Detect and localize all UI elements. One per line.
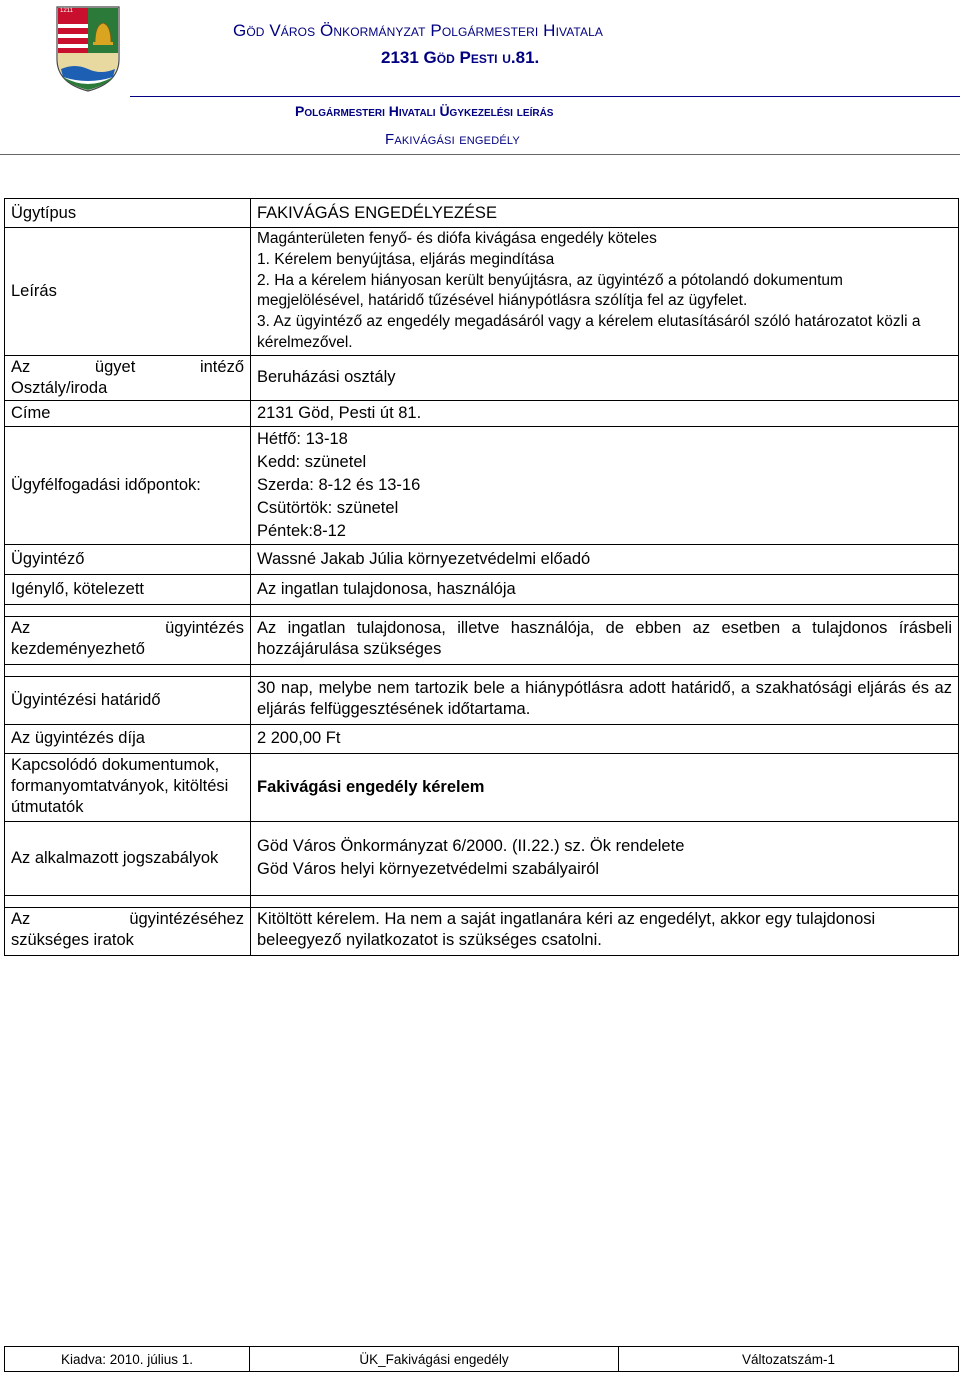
label-line: kezdeményezhető: [11, 639, 145, 658]
fogadas-line: Hétfő: 13-18: [257, 429, 348, 448]
table-row: [5, 355, 959, 400]
table-row: [5, 616, 959, 664]
row-value-iratok: Kitöltött kérelem. Ha nem a saját ingatlanára kéri az engedélyt, akkor egy tulajdonosi beleegyező nyilatkozatot is szükséges csatolni.: [251, 907, 959, 955]
page-footer: [4, 1346, 959, 1372]
info-table: [4, 198, 959, 956]
row-value-fogadas: [251, 426, 959, 544]
spacer-cell: [5, 604, 251, 616]
table-row: [5, 895, 959, 907]
row-value-ugyintezo: Wassné Jakab Júlia környezetvédelmi előadó: [251, 544, 959, 574]
table-row: [5, 821, 959, 895]
spacer-cell: [251, 895, 959, 907]
table-row: [5, 426, 959, 544]
row-value-kezdemenyezheto: Az ingatlan tulajdonosa, illetve használója, de ebben az esetben a tulajdonos írásbeli hozzájárulása szükséges: [251, 616, 959, 664]
row-label-dokumentumok: Kapcsolódó dokumentumok, formanyomtatványok, kitöltési útmutatók: [5, 753, 251, 821]
footer-version: Változatszám-1: [619, 1347, 959, 1372]
row-value-igenylo: Az ingatlan tulajdonosa, használója: [251, 574, 959, 604]
row-label-ugyintezo: Ügyintéző: [5, 544, 251, 574]
footer-issued: Kiadva: 2010. július 1.: [5, 1347, 250, 1372]
table-row: [5, 199, 959, 228]
org-name: Göd Város Önkormányzat Polgármesteri Hivatala: [233, 21, 603, 40]
footer-row: [5, 1347, 959, 1372]
jogszabaly-line: Göd Város Önkormányzat 6/2000. (II.22.) sz. Ök rendelete: [257, 837, 685, 856]
doc-title: Fakivágási engedély: [385, 131, 520, 148]
label-line: Az ügyet intéző: [11, 357, 244, 376]
label-line: Az ügyintézéséhez: [11, 909, 244, 928]
row-value-leiras: [251, 228, 959, 356]
leiras-line: 3. Az ügyintéző az engedély megadásáról vagy a kérelem elutasításáról szóló határozatot közli a kérelmezővel.: [257, 313, 921, 351]
row-value-ugytipus: FAKIVÁGÁS ENGEDÉLYEZÉSE: [251, 199, 959, 228]
table-row: [5, 753, 959, 821]
row-label-dij: Az ügyintézés díja: [5, 724, 251, 753]
table-row: [5, 574, 959, 604]
row-label-jogszabalyok: Az alkalmazott jogszabályok: [5, 821, 251, 895]
row-value-osztaly: Beruházási osztály: [251, 355, 959, 400]
spacer-cell: [5, 664, 251, 676]
row-value-hatarido: 30 nap, melybe nem tartozik bele a hiánypótlásra adott határidő, a szakhatósági eljárás és az eljárás felfüggesztésének időtartama.: [251, 676, 959, 724]
table-row: [5, 228, 959, 356]
fogadas-line: Csütörtök: szünetel: [257, 498, 399, 517]
crest-year: 1211: [60, 8, 73, 14]
jogszabaly-line: Göd Város helyi környezetvédelmi szabályairól: [257, 860, 600, 879]
spacer-cell: [251, 664, 959, 676]
table-row: [5, 664, 959, 676]
leiras-line: 2. Ha a kérelem hiányosan került benyújtásra, az ügyintéző a pótolandó dokumentum megjelölésével, határidő tűzésével hiánypótlásra szólítja fel az ügyfelet.: [257, 271, 843, 310]
row-value-jogszabalyok: [251, 821, 959, 895]
header-bottom-divider: [0, 154, 960, 155]
row-label-hatarido: Ügyintézési határidő: [5, 676, 251, 724]
org-address: 2131 Göd Pesti u.81.: [381, 48, 540, 67]
leiras-line: Magánterületen fenyő- és diófa kivágása engedély köteles: [257, 230, 657, 247]
table-row: [5, 676, 959, 724]
row-label-igenylo: Igénylő, kötelezett: [5, 574, 251, 604]
header-divider: [130, 96, 960, 97]
row-label-fogadas: Ügyfélfogadási időpontok:: [5, 426, 251, 544]
row-label-osztaly: [5, 355, 251, 400]
row-value-cime: 2131 Göd, Pesti út 81.: [251, 400, 959, 426]
label-line: Az ügyintézés: [11, 618, 244, 637]
table-row: [5, 544, 959, 574]
label-line: szükséges iratok: [11, 930, 134, 949]
row-label-kezdemenyezheto: [5, 616, 251, 664]
row-value-dij: 2 200,00 Ft: [251, 724, 959, 753]
fogadas-line: Péntek:8-12: [257, 521, 346, 540]
row-label-ugytipus: Ügytípus: [5, 199, 251, 228]
spacer-cell: [5, 895, 251, 907]
table-row: [5, 400, 959, 426]
page-header: [0, 0, 960, 160]
fogadas-line: Kedd: szünetel: [257, 452, 367, 471]
table-row: [5, 907, 959, 955]
leiras-line: 1. Kérelem benyújtása, eljárás megindítása: [257, 250, 555, 268]
city-crest-icon: [55, 5, 121, 93]
fogadas-line: Szerda: 8-12 és 13-16: [257, 475, 421, 494]
table-row: [5, 604, 959, 616]
label-line: Osztály/iroda: [11, 378, 108, 397]
row-value-dokumentumok: Fakivágási engedély kérelem: [251, 753, 959, 821]
table-row: [5, 724, 959, 753]
row-label-iratok: [5, 907, 251, 955]
row-label-leiras: Leírás: [5, 228, 251, 356]
footer-doc-code: ÜK_Fakivágási engedély: [250, 1347, 619, 1372]
row-label-cime: Címe: [5, 400, 251, 426]
spacer-cell: [251, 604, 959, 616]
doc-type: Polgármesteri Hivatali Ügykezelési leírás: [295, 103, 554, 119]
